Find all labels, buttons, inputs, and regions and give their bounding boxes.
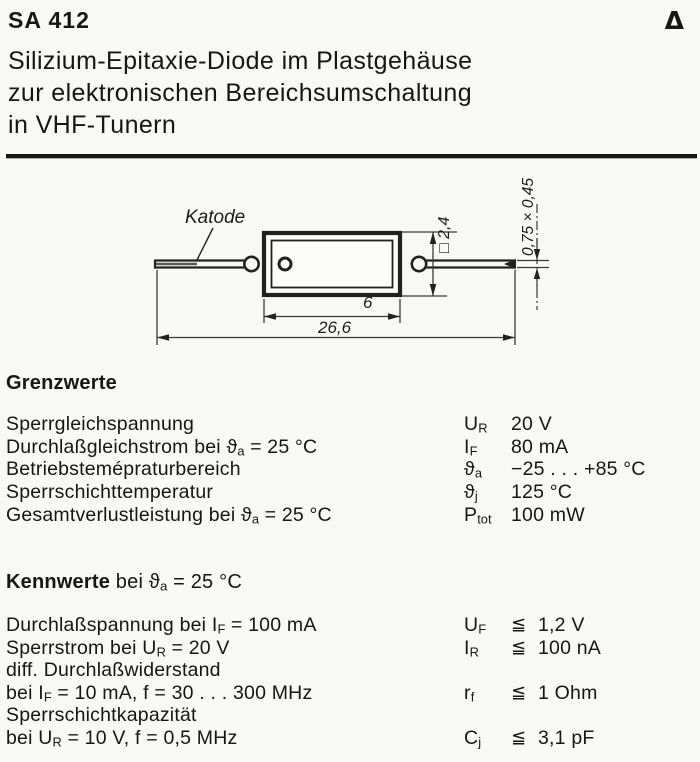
table-row <box>0 614 700 637</box>
relation-symbol: ≦ <box>511 637 527 658</box>
param-label: Sperrschichtkapazität <box>6 704 197 726</box>
relation-symbol: ≦ <box>511 614 527 635</box>
param-value: 1 Ohm <box>538 682 598 704</box>
param-label: Sperrschichttemperatur <box>6 481 214 503</box>
param-label: Betriebstemépraturbereich <box>6 458 241 480</box>
horizontal-divider <box>6 154 697 158</box>
relation-symbol: ≦ <box>511 727 527 748</box>
param-symbol: $I_F$ <box>464 436 478 459</box>
table-row <box>0 481 700 504</box>
param-symbol: $P_{tot}$ <box>464 504 492 527</box>
param-symbol: $U_F$ <box>464 614 487 637</box>
right-lead-bead <box>412 257 426 271</box>
param-value: 20 V <box>511 413 552 435</box>
table-row <box>0 637 700 660</box>
left-lead <box>155 260 244 269</box>
left-lead-bead <box>244 257 258 271</box>
param-label: Gesamtverlustleistung bei $ϑ_a = 25$ °C <box>6 504 332 527</box>
param-value: 80 mA <box>511 436 569 458</box>
grenzwerte-heading: Grenzwerte <box>6 372 117 394</box>
kennwerte-heading-bold: Kennwerte <box>6 571 111 593</box>
param-value: −25 . . . +85 °C <box>511 458 646 480</box>
diode-body <box>264 233 400 295</box>
param-symbol: $I_R$ <box>464 637 479 660</box>
table-row <box>0 727 700 750</box>
right-lead <box>426 259 516 269</box>
param-value: 125 °C <box>511 481 573 503</box>
kennwerte-heading-condition: bei $ϑ_a = 25$ °C <box>110 571 242 594</box>
katode-label: Katode <box>185 207 246 228</box>
kennwerte-heading <box>6 571 242 594</box>
param-label: diff. Durchlaßwiderstand <box>6 659 221 681</box>
dim-body-length-text: 6 <box>363 293 373 312</box>
relation-symbol: ≦ <box>511 682 527 703</box>
table-row <box>0 436 700 459</box>
param-value: 100 mW <box>511 504 585 526</box>
package-outline-drawing <box>0 160 700 365</box>
dim-lead-section-text: 0,75 × 0,45 <box>520 178 537 256</box>
katode-leader-line <box>197 228 213 260</box>
device-description <box>8 45 472 141</box>
description-line: in VHF-Tunern <box>8 111 177 139</box>
table-row <box>0 504 700 527</box>
table-row <box>0 659 700 682</box>
revision-triangle-icon: Δ <box>664 6 684 35</box>
param-symbol: $ϑ_a$ <box>464 458 483 481</box>
param-label: Sperrgleichspannung <box>6 413 195 435</box>
param-label: bei $U_R = 10$ V, f = 0,5 MHz <box>6 727 238 750</box>
param-label: bei $I_F = 10$ mA, f = 30 . . . 300 MHz <box>6 682 313 705</box>
param-value: 100 nA <box>538 637 602 659</box>
description-line: zur elektronischen Bereichsumschaltung <box>8 79 473 107</box>
param-label: Durchlaßspannung bei $I_F = 100$ mA <box>6 614 317 637</box>
param-label: Sperrstrom bei $U_R = 20$ V <box>6 637 230 660</box>
table-row <box>0 682 700 705</box>
table-row <box>0 704 700 727</box>
param-symbol: $ϑ_j$ <box>464 481 478 504</box>
param-value: 1,2 V <box>538 614 585 636</box>
table-row <box>0 413 700 436</box>
description-line: Silizium-Epitaxie-Diode im Plastgehäuse <box>8 47 473 75</box>
param-symbol: $r_f$ <box>464 682 475 705</box>
dim-body-height-text: □ 2,4 <box>436 216 453 253</box>
param-label: Durchlaßgleichstrom bei $ϑ_a = 25$ °C <box>6 436 318 459</box>
dim-total-length-text: 26,6 <box>318 318 352 337</box>
param-value: 3,1 pF <box>538 727 595 749</box>
part-number: SA 412 <box>8 7 90 33</box>
table-row <box>0 458 700 481</box>
param-symbol: $U_R$ <box>464 413 488 436</box>
param-symbol: $C_j$ <box>464 727 482 750</box>
